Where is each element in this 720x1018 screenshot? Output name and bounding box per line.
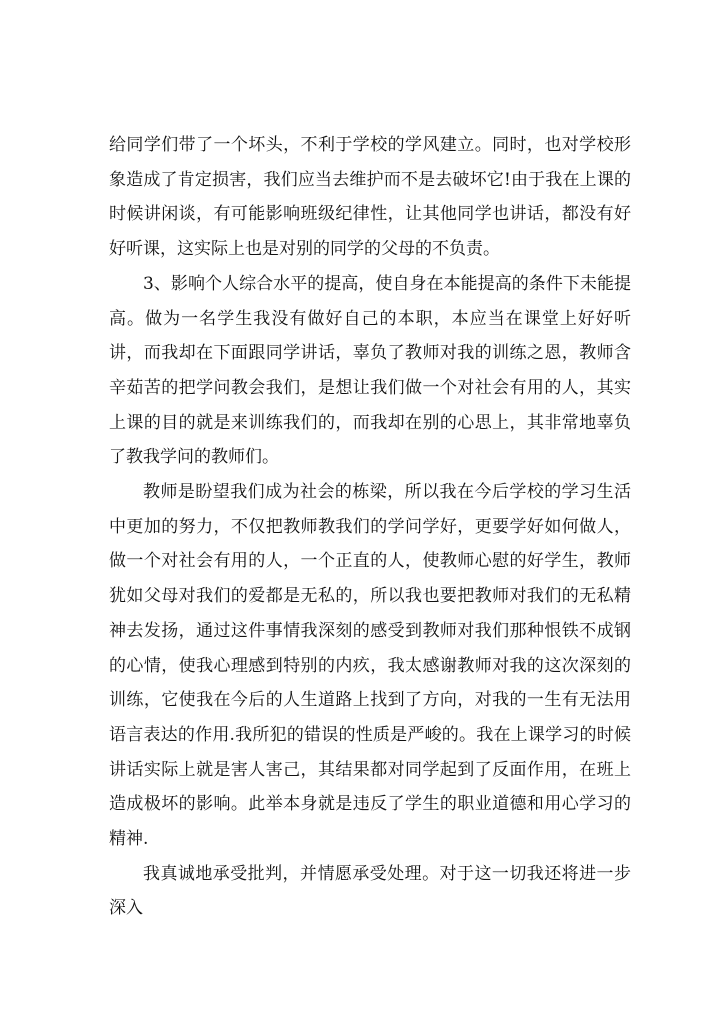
paragraph-4: 我真诚地承受批判，并情愿承受处理。对于这一切我还将进一步深入 xyxy=(109,863,631,919)
paragraph-2: 3、影响个人综合水平的提高，使自身在本能提高的条件下未能提高。做为一名学生我没有做好自己的本职，本应当在课堂上好好听讲，而我却在下面跟同学讲话，辜负了教师对我的训练之恩，教师含辛茹苦的把学问教会我们，是想让我们做一个对社会有用的人，其实上课的目的就是来训练我们的，而我却在别的心思上，其非常地辜负了教我学问的教师们。 xyxy=(109,273,631,468)
paragraph-3: 教师是盼望我们成为社会的栋梁，所以我在今后学校的学习生活中更加的努力，不仅把教师教我们的学问学好，更要学好如何做人，做一个对社会有用的人，一个正直的人，使教师心慰的好学生，教师犹如父母对我们的爱都是无私的，所以我也要把教师对我们的无私精神去发扬，通过这件事情我深刻的感受到教师对我们那种恨铁不成钢的心情，使我心理感到特别的内疚，我太感谢教师对我的这次深刻的训练，它使我在今后的人生道路上找到了方向，对我的一生有无法用语言表达的作用.我所犯的错误的性质是严峻的。我在上课学习的时候讲话实际上就是害人害己，其结果都对同学起到了反面作用，在班上造成极坏的影响。此举本身就是违反了学生的职业道德和用心学习的精神. xyxy=(109,482,631,850)
paragraph-1: 给同学们带了一个坏头，不利于学校的学风建立。同时，也对学校形象造成了肯定损害，我们应当去维护而不是去破坏它!由于我在上课的时候讲闲谈，有可能影响班级纪律性，让其他同学也讲话，都没有好好听课，这实际上也是对别的同学的父母的不负责。 xyxy=(109,135,631,260)
document-body xyxy=(109,128,631,926)
